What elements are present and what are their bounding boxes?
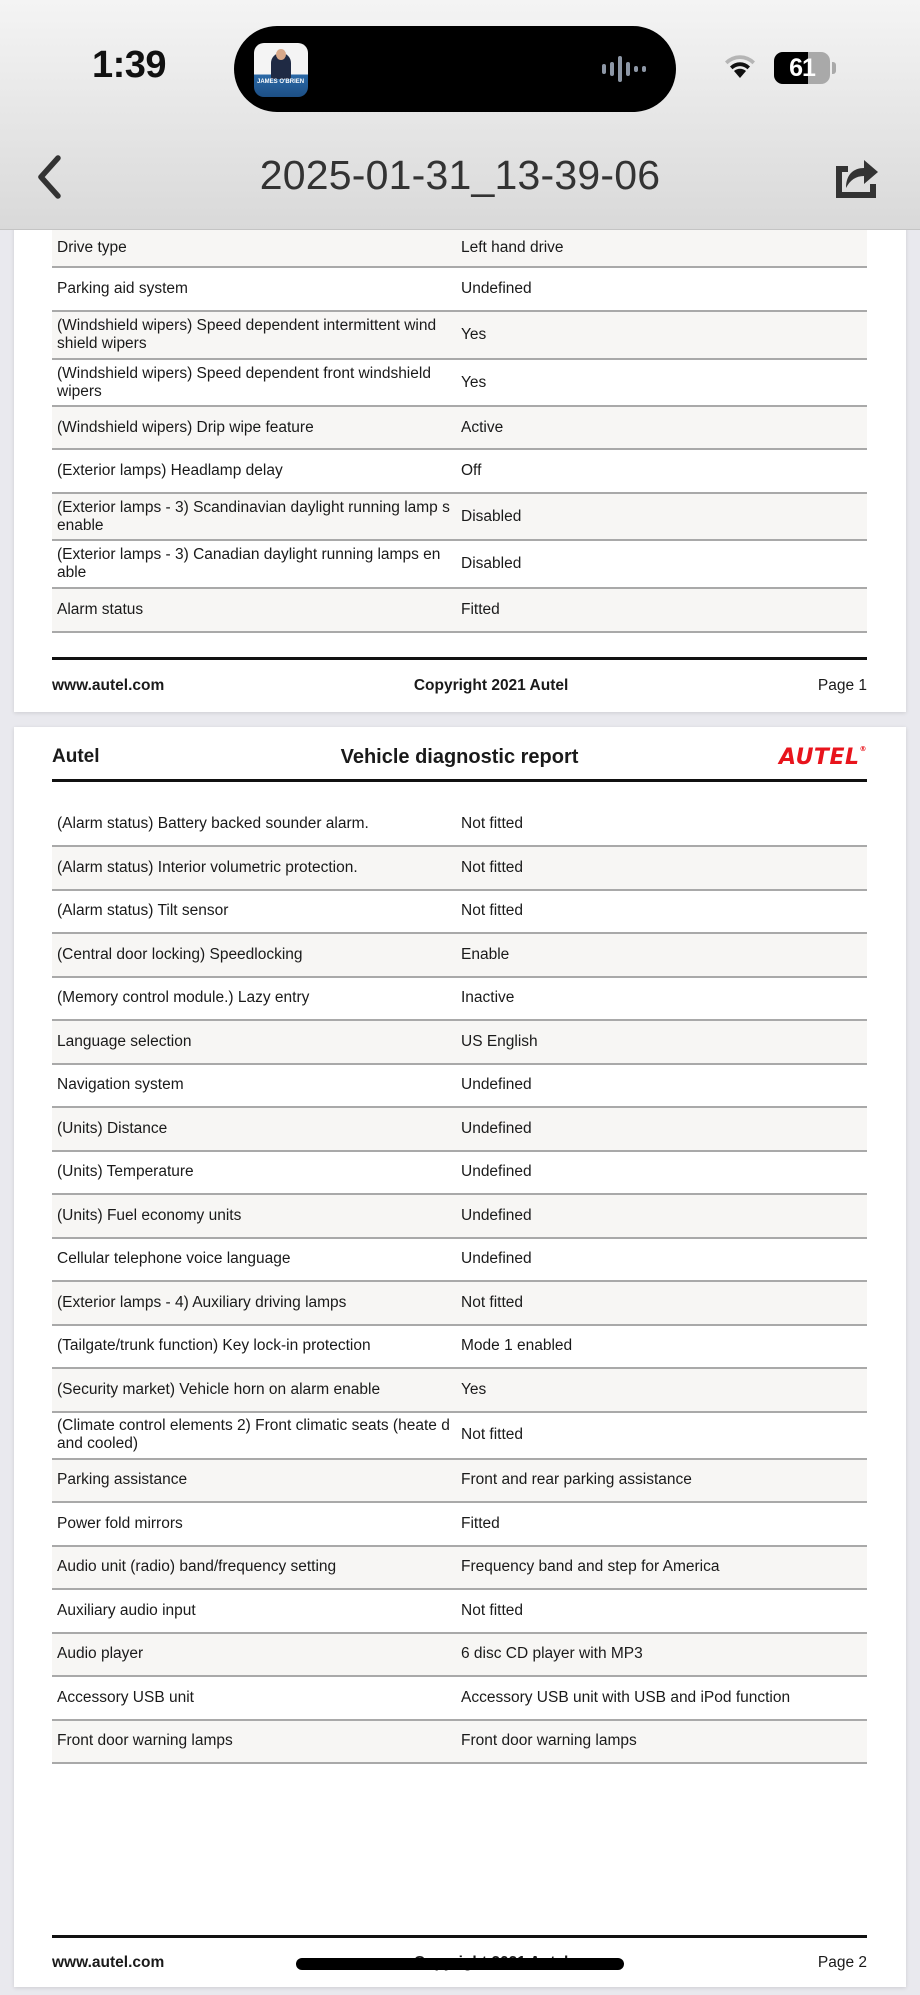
setting-name: Audio unit (radio) band/frequency setting	[57, 1558, 337, 1576]
table-row	[52, 360, 867, 407]
footer-url: www.autel.com	[52, 677, 165, 694]
share-button[interactable]	[832, 154, 882, 200]
footer-divider	[52, 1935, 867, 1938]
page-footer	[52, 677, 867, 695]
table-row	[52, 1239, 867, 1283]
table-row	[52, 1634, 867, 1678]
setting-name: (Tailgate/trunk function) Key lock-in protection	[57, 1337, 371, 1355]
setting-value: Undefined	[461, 280, 532, 297]
table-row	[52, 1152, 867, 1196]
setting-value: Undefined	[461, 1076, 532, 1094]
top-bar	[0, 0, 920, 230]
setting-name: (Windshield wipers) Drip wipe feature	[57, 418, 314, 436]
setting-name: (Climate control elements 2) Front climatic seats (heate d and cooled)	[57, 1417, 450, 1452]
table-row	[52, 1721, 867, 1765]
setting-value: Not fitted	[461, 1426, 524, 1443]
setting-name: Alarm status	[57, 601, 144, 618]
setting-value: Yes	[461, 373, 487, 391]
table-row	[52, 1590, 867, 1634]
table-row	[52, 450, 867, 494]
report-page-1	[14, 180, 906, 712]
setting-name: (Memory control module.) Lazy entry	[57, 989, 310, 1007]
audio-waveform-icon	[602, 56, 652, 82]
report-page-2	[14, 727, 906, 1987]
battery-icon	[774, 52, 830, 84]
setting-value: Inactive	[461, 989, 515, 1007]
setting-value: Front door warning lamps	[461, 1732, 637, 1750]
setting-value: Accessory USB unit with USB and iPod function	[461, 1688, 791, 1706]
setting-name: (Exterior lamps - 3) Canadian daylight running lamps en able	[57, 546, 441, 581]
setting-value: Undefined	[461, 1163, 532, 1181]
setting-value: Disabled	[461, 507, 522, 525]
footer-divider	[52, 657, 867, 660]
footer-page-number: Page 2	[817, 1954, 867, 1971]
table-row	[52, 1065, 867, 1109]
setting-name: (Alarm status) Battery backed sounder alarm.	[57, 815, 369, 832]
wifi-icon	[722, 52, 758, 80]
setting-value: Yes	[461, 1380, 487, 1398]
setting-name: Parking aid system	[57, 280, 188, 297]
setting-name: (Central door locking) Speedlocking	[57, 945, 303, 963]
setting-name: (Units) Distance	[57, 1119, 168, 1137]
table-row	[52, 1195, 867, 1239]
setting-name: (Exterior lamps - 4) Auxiliary driving lamps	[57, 1293, 347, 1311]
setting-value: Not fitted	[461, 858, 524, 876]
setting-value: Yes	[461, 326, 487, 343]
setting-name: Parking assistance	[57, 1471, 188, 1489]
setting-value: Mode 1 enabled	[461, 1337, 573, 1355]
header-divider	[52, 779, 867, 782]
status-time: 1:39	[92, 44, 167, 86]
battery-nub	[832, 62, 836, 74]
setting-name: (Units) Temperature	[57, 1163, 194, 1181]
setting-value: Fitted	[461, 601, 500, 618]
battery-percent: 61	[789, 54, 815, 82]
table-row	[52, 1460, 867, 1504]
table-row	[52, 1547, 867, 1591]
logo-text: AUTEL	[779, 744, 860, 770]
setting-name: Audio player	[57, 1645, 144, 1663]
setting-name: Front door warning lamps	[57, 1732, 233, 1750]
document-title: 2025-01-31_13-39-06	[259, 152, 661, 198]
table-row	[52, 1677, 867, 1721]
setting-name: (Exterior lamps - 3) Scandinavian daylight running lamp s enable	[57, 498, 450, 534]
setting-name: (Alarm status) Interior volumetric protection.	[57, 858, 358, 876]
table-row	[52, 978, 867, 1022]
header-brand: Autel	[52, 746, 100, 767]
setting-value: Undefined	[461, 1119, 532, 1137]
setting-value: Frequency band and step for America	[461, 1558, 720, 1576]
setting-name: Power fold mirrors	[57, 1514, 183, 1532]
setting-value: Not fitted	[461, 902, 524, 920]
setting-value: Not fitted	[461, 815, 524, 832]
setting-name: (Windshield wipers) Speed dependent intermittent wind shield wipers	[57, 317, 437, 352]
setting-name: Auxiliary audio input	[57, 1601, 196, 1619]
table-row	[52, 1503, 867, 1547]
now-playing-artwork	[254, 43, 308, 97]
setting-name: Navigation system	[57, 1076, 184, 1094]
table-row	[52, 407, 867, 450]
footer-url: www.autel.com	[52, 1954, 165, 1971]
setting-value: Undefined	[461, 1206, 532, 1224]
settings-table-page-1	[52, 230, 867, 633]
table-row	[52, 589, 867, 633]
setting-value: Left hand drive	[461, 239, 564, 256]
report-title: Vehicle diagnostic report	[340, 745, 579, 768]
table-row	[52, 1282, 867, 1326]
setting-name: (Security market) Vehicle horn on alarm enable	[57, 1380, 381, 1398]
setting-value: Active	[461, 418, 504, 436]
table-row	[52, 891, 867, 935]
setting-value: Off	[461, 462, 482, 479]
setting-name: Cellular telephone voice language	[57, 1250, 291, 1268]
share-icon	[832, 154, 882, 200]
setting-name: (Alarm status) Tilt sensor	[57, 902, 229, 920]
table-row	[52, 1369, 867, 1413]
table-row	[52, 268, 867, 312]
setting-name: Language selection	[57, 1032, 192, 1050]
setting-value: Not fitted	[461, 1601, 524, 1619]
setting-value: 6 disc CD player with MP3	[461, 1645, 643, 1663]
setting-value: Not fitted	[461, 1293, 524, 1311]
setting-name: (Units) Fuel economy units	[57, 1206, 242, 1224]
artwork-head	[276, 49, 286, 60]
setting-name: (Windshield wipers) Speed dependent front windshield wipers	[57, 364, 431, 400]
autel-logo: AUTEL®	[779, 744, 867, 770]
home-indicator[interactable]	[296, 1958, 624, 1970]
table-row	[52, 847, 867, 891]
dynamic-island[interactable]	[234, 26, 676, 112]
page-header	[52, 742, 867, 772]
setting-value: Undefined	[461, 1250, 532, 1268]
footer-copyright: Copyright 2021 Autel	[413, 677, 569, 694]
setting-value: Fitted	[461, 1514, 500, 1532]
setting-name: Accessory USB unit	[57, 1688, 194, 1706]
setting-value: US English	[461, 1032, 538, 1050]
table-row	[52, 803, 867, 847]
setting-value: Front and rear parking assistance	[461, 1471, 692, 1489]
footer-page-number: Page 1	[817, 677, 867, 694]
table-row	[52, 541, 867, 589]
table-row	[52, 1413, 867, 1460]
artwork-label: JAMES O'BRIEN	[257, 79, 305, 85]
settings-table-page-2	[52, 803, 867, 1764]
table-row	[52, 230, 867, 268]
table-row	[52, 1326, 867, 1370]
setting-name: (Exterior lamps) Headlamp delay	[57, 462, 283, 479]
setting-name: Drive type	[57, 239, 127, 256]
setting-value: Disabled	[461, 555, 522, 572]
table-row	[52, 1108, 867, 1152]
table-row	[52, 934, 867, 978]
table-row	[52, 1021, 867, 1065]
table-row	[52, 312, 867, 360]
setting-value: Enable	[461, 945, 510, 963]
table-row	[52, 494, 867, 541]
